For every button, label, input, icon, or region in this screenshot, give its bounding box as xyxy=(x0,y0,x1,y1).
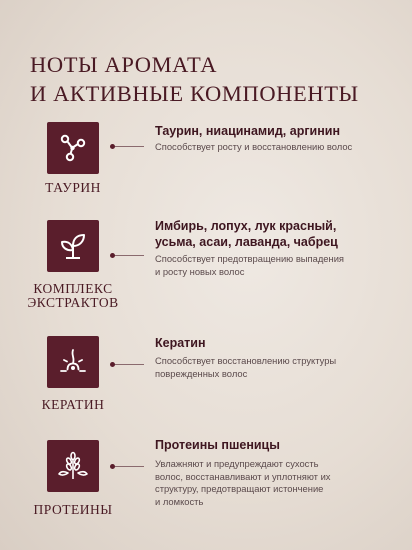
keratin-caption-line: КЕРАТИН xyxy=(41,397,105,412)
proteins-desc-line-4: и ломкость xyxy=(155,495,204,507)
extracts-heading xyxy=(155,218,395,250)
extracts-desc-line-2: и росту новых волос xyxy=(155,265,245,277)
taurine-caption xyxy=(35,181,111,195)
taurine-desc-line-1: Способствует росту и восстановлению волос xyxy=(155,141,353,152)
extracts-description xyxy=(155,253,400,278)
keratin-heading-line: Кератин xyxy=(155,336,206,350)
keratin-connector xyxy=(112,364,144,365)
keratin-desc-line-1: Способствует восстановлению структуры xyxy=(155,355,337,366)
taurine-caption-line: ТАУРИН xyxy=(45,180,101,195)
extracts-heading-line-1: Имбирь, лопух, лук красный, xyxy=(155,219,337,233)
extracts-caption-line-2: ЭКСТРАКТОВ xyxy=(27,295,119,310)
taurine-icon-tile xyxy=(47,122,99,174)
page-title xyxy=(30,50,390,108)
taurine-description xyxy=(155,141,400,154)
proteins-icon-tile xyxy=(47,440,99,492)
proteins-desc-line-3: структуру, предотвращают истончение xyxy=(155,483,324,494)
proteins-desc-line-2: волос, восстанавливают и уплотняют их xyxy=(155,470,331,482)
keratin-desc-line-2: поврежденных волос xyxy=(155,367,248,379)
proteins-desc-line-1: Увлажняют и предупреждают сухость xyxy=(155,458,319,469)
taurine-heading-line: Таурин, ниацинамид, аргинин xyxy=(155,124,341,138)
extracts-connector xyxy=(112,255,144,256)
extracts-desc-line-1: Способствует предотвращению выпадения xyxy=(155,253,345,264)
molecule-icon xyxy=(57,132,89,164)
hair-follicle-icon xyxy=(57,346,89,378)
extracts-caption xyxy=(20,282,126,310)
extracts-heading-line-2: усьма, асаи, лаванда, чабрец xyxy=(155,235,338,249)
taurine-connector xyxy=(112,146,144,147)
keratin-heading xyxy=(155,335,395,351)
proteins-connector xyxy=(112,466,144,467)
proteins-caption xyxy=(30,503,116,517)
wheat-icon xyxy=(56,449,90,483)
keratin-description xyxy=(155,355,400,380)
proteins-caption-line: ПРОТЕИНЫ xyxy=(33,502,113,517)
proteins-heading-line: Протеины пшеницы xyxy=(155,438,280,452)
keratin-caption xyxy=(33,398,113,412)
title-line-2: И АКТИВНЫЕ КОМПОНЕНТЫ xyxy=(30,81,359,106)
proteins-description xyxy=(155,458,400,508)
extracts-icon-tile xyxy=(47,220,99,272)
sprout-icon xyxy=(57,230,89,262)
keratin-icon-tile xyxy=(47,336,99,388)
extracts-caption-line-1: КОМПЛЕКС xyxy=(33,281,113,296)
taurine-heading xyxy=(155,123,395,139)
proteins-heading xyxy=(155,437,395,453)
title-line-1: НОТЫ АРОМАТА xyxy=(30,52,218,77)
